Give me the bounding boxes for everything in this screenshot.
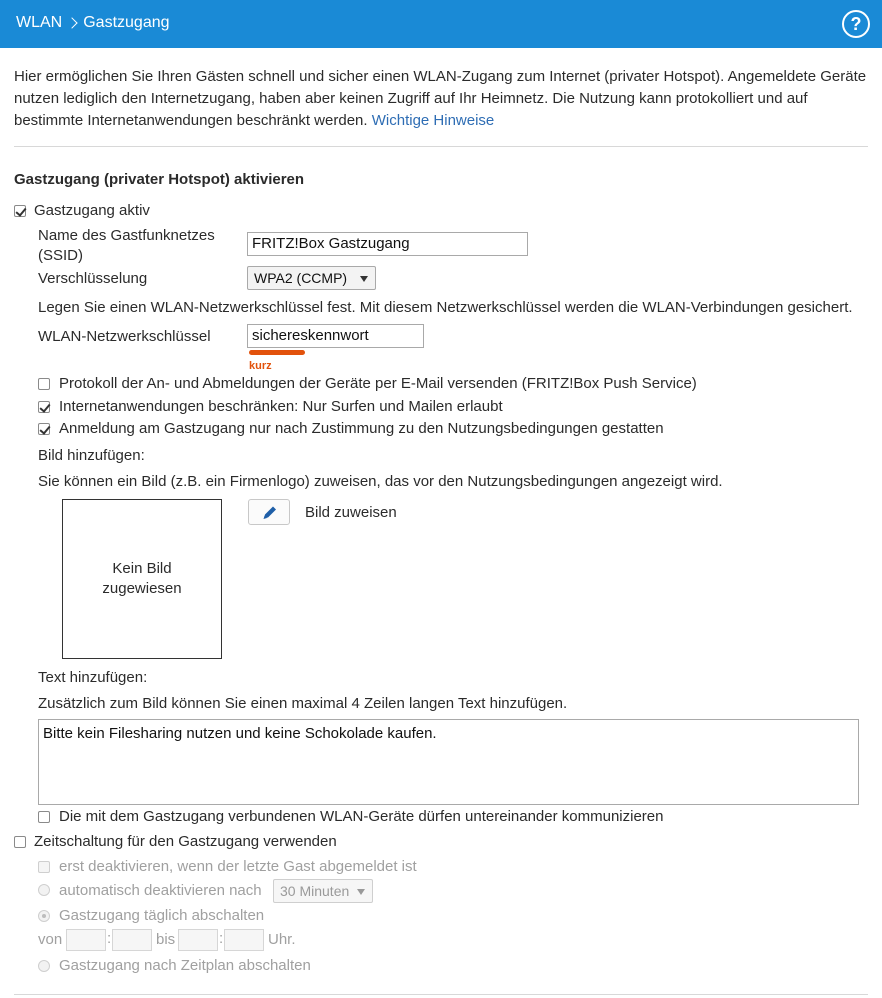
text-hint: Zusätzlich zum Bild können Sie einen maximal 4 Zeilen langen Text hinzufügen. [38, 695, 568, 712]
time-colon: : [107, 930, 112, 947]
from-hour-input[interactable] [66, 929, 106, 951]
ssid-label: Name des Gastfunknetzes (SSID) [38, 227, 215, 264]
assign-image-label[interactable]: Bild zuweisen [305, 504, 397, 521]
breadcrumb-wlan[interactable]: WLAN [16, 14, 63, 31]
chevron-right-icon [67, 17, 78, 28]
image-placeholder: Kein Bild zugewiesen [62, 499, 222, 659]
push-service-label: Protokoll der An- und Abmeldungen der Geräte per E-Mail versenden (FRITZ!Box Push Service) [59, 375, 697, 392]
restrict-apps-label: Internetanwendungen beschränken: Nur Surfen und Mailen erlaubt [59, 398, 503, 415]
timer-checkbox[interactable] [14, 836, 26, 848]
breadcrumb [16, 14, 170, 32]
guest-active-checkbox[interactable] [14, 205, 26, 217]
restrict-apps-checkbox[interactable] [38, 401, 50, 413]
divider [14, 994, 868, 995]
push-service-checkbox[interactable] [38, 378, 50, 390]
auto-deactivate-radio[interactable] [38, 884, 50, 896]
time-suffix: Uhr. [268, 931, 296, 948]
ssid-input[interactable]: FRITZ!Box Gastzugang [247, 232, 528, 256]
dropdown-arrow-icon [357, 889, 365, 895]
custom-text-area[interactable]: Bitte kein Filesharing nutzen und keine Schokolade kaufen. [38, 719, 859, 805]
schedule-off-radio[interactable] [38, 960, 50, 972]
section-title: Gastzugang (privater Hotspot) aktivieren [14, 171, 305, 188]
deactivate-last-guest-label: erst deaktivieren, wenn der letzte Gast abgemeldet ist [59, 858, 417, 875]
important-notes-link[interactable]: Wichtige Hinweise [371, 112, 495, 129]
key-strength-bar [249, 350, 305, 355]
text-title: Text hinzufügen: [38, 669, 148, 686]
to-minute-input[interactable] [224, 929, 264, 951]
image-hint: Sie können ein Bild (z.B. ein Firmenlogo) zuweisen, das vor den Nutzungsbedingungen angezeigt wird. [38, 473, 723, 490]
schedule-off-label: Gastzugang nach Zeitplan abschalten [59, 957, 311, 974]
from-minute-input[interactable] [112, 929, 152, 951]
to-hour-input[interactable] [178, 929, 218, 951]
auto-deactivate-label: automatisch deaktivieren nach [59, 882, 262, 899]
help-icon[interactable]: ? [842, 10, 870, 38]
client-communication-label: Die mit dem Gastzugang verbundenen WLAN-Geräte dürfen untereinander kommunizieren [59, 808, 664, 825]
pencil-icon [261, 505, 279, 521]
top-bar [0, 0, 882, 48]
assign-image-button[interactable] [248, 499, 290, 525]
divider [14, 146, 868, 147]
daily-off-label: Gastzugang täglich abschalten [59, 907, 265, 924]
timer-label: Zeitschaltung für den Gastzugang verwenden [34, 833, 337, 850]
encryption-label: Verschlüsselung [38, 270, 148, 287]
auto-deactivate-select[interactable]: 30 Minuten [273, 879, 373, 903]
deactivate-last-guest-checkbox[interactable] [38, 861, 50, 873]
terms-consent-checkbox[interactable] [38, 423, 50, 435]
dropdown-arrow-icon [360, 276, 368, 282]
terms-consent-label: Anmeldung am Gastzugang nur nach Zustimmung zu den Nutzungsbedingungen gestatten [59, 420, 664, 437]
encryption-select[interactable]: WPA2 (CCMP) [247, 266, 376, 290]
image-title: Bild hinzufügen: [38, 447, 145, 464]
key-hint: Legen Sie einen WLAN-Netzwerkschlüssel fest. Mit diesem Netzwerkschlüssel werden die WLAN-Verbindungen gesichert. [38, 299, 853, 316]
daily-off-radio[interactable] [38, 910, 50, 922]
intro-text: Hier ermöglichen Sie Ihren Gästen schnell und sicher einen WLAN-Zugang zum Internet (privater Hotspot). Angemeldete Geräte nutzen lediglich den Internetzugang, haben aber keinen Zugriff auf Ihr Heimnetz. Die Nutzung kann protokolliert und auf bestimmte Internetanwendungen beschränkt werden. Wichtige Hinweise [14, 68, 867, 129]
breadcrumb-current: Gastzugang [83, 14, 170, 31]
client-communication-checkbox[interactable] [38, 811, 50, 823]
key-strength-label: kurz [249, 360, 272, 372]
key-input[interactable]: sichereskennwort [247, 324, 424, 348]
from-label: von [38, 931, 63, 948]
key-label: WLAN-Netzwerkschlüssel [38, 328, 211, 345]
to-label: bis [156, 931, 176, 948]
guest-active-label: Gastzugang aktiv [34, 202, 150, 219]
time-colon: : [219, 930, 224, 947]
